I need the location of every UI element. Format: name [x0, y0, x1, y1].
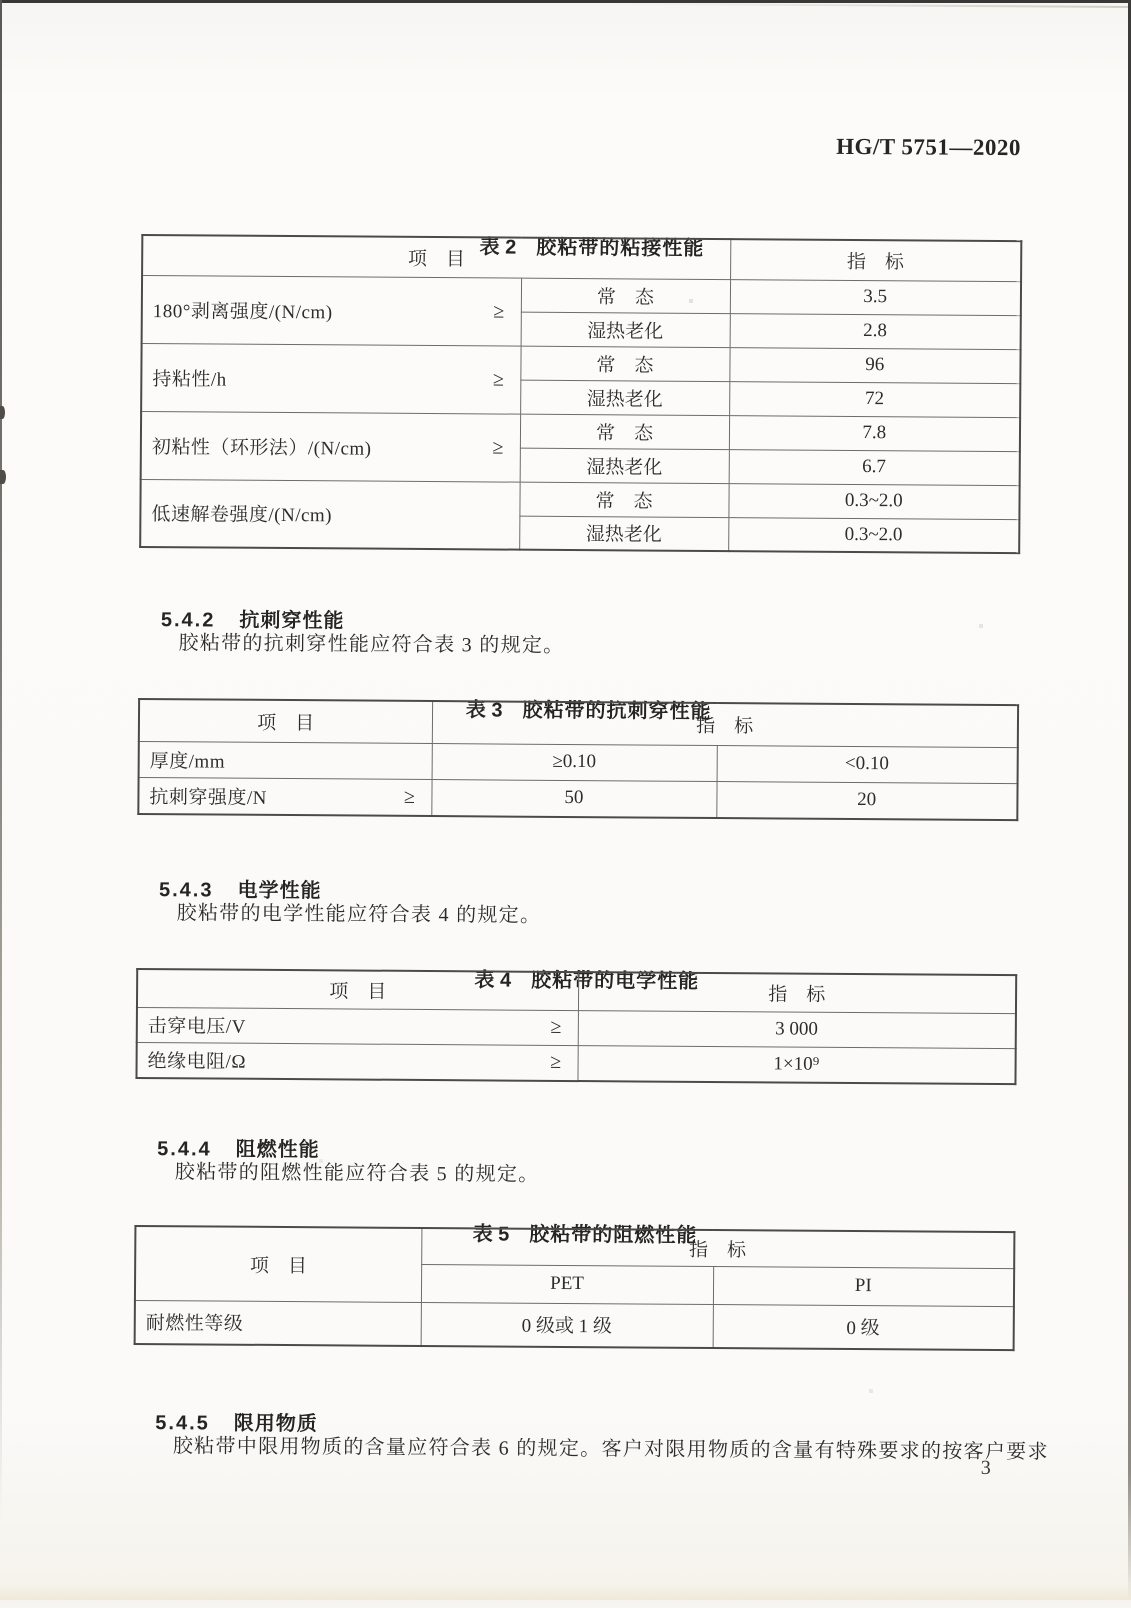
state-cell: 湿热老化	[520, 448, 729, 483]
body-paragraph: 胶粘带的阻燃性能应符合表 5 的规定。	[174, 1161, 540, 1186]
value-cell: 6.7	[729, 449, 1020, 485]
page-number: 3	[980, 1456, 991, 1479]
value-cell: 1×10⁹	[577, 1045, 1015, 1084]
table4-caption-title: 胶粘带的电学性能	[531, 969, 700, 993]
row-label: 持粘性/h	[152, 368, 227, 391]
gte-symbol: ≥	[403, 785, 416, 808]
row-label: 厚度/mm	[149, 750, 226, 773]
state-cell: 湿热老化	[520, 380, 729, 415]
value-cell: 3 000	[578, 1010, 1016, 1048]
row-label: 绝缘电阻/Ω	[147, 1051, 247, 1073]
state-cell: 常 态	[519, 482, 728, 517]
value-cell: 3.5	[730, 279, 1021, 315]
column-header-index: 指 标	[730, 239, 1021, 281]
table-header-row	[142, 235, 1021, 281]
section-number: 5.4.2	[160, 609, 216, 632]
state-cell: 常 态	[520, 346, 729, 381]
gte-symbol: ≥	[493, 299, 505, 323]
row-label-cell	[141, 411, 520, 482]
table3-caption-label: 表 3	[465, 699, 503, 722]
row-label-cell	[137, 1007, 578, 1045]
body-paragraph: 胶粘带中限用物质的含量应符合表 6 的规定。客户对限用物质的含量有特殊要求的按客户要求	[172, 1435, 1049, 1464]
row-label: 低速解卷强度/(N/cm)	[151, 504, 333, 527]
table2-caption-title: 胶粘带的粘接性能	[536, 236, 705, 260]
column-subheader-pet: PET	[421, 1264, 713, 1304]
row-label: 抗刺穿强度/N	[149, 786, 268, 809]
table4-caption-label: 表 4	[474, 969, 512, 992]
column-header-index: 指 标	[432, 701, 1018, 747]
table-header-row	[135, 1226, 1014, 1268]
state-cell: 常 态	[521, 278, 730, 313]
row-label-cell	[140, 479, 519, 550]
table-header-row	[139, 699, 1018, 747]
section-title: 电学性能	[237, 879, 322, 903]
body-paragraph: 胶粘带的抗刺穿性能应符合表 3 的规定。	[178, 632, 565, 657]
gte-symbol: ≥	[550, 1051, 562, 1074]
column-subheader-pi: PI	[713, 1266, 1014, 1306]
gte-symbol: ≥	[492, 435, 504, 459]
row-label-cell	[138, 777, 431, 816]
table-row	[142, 275, 1021, 315]
table-row	[136, 1042, 1015, 1084]
row-label: 击穿电压/V	[147, 1016, 246, 1038]
row-label-cell	[139, 741, 432, 779]
column-header-item: 项 目	[137, 969, 578, 1010]
state-cell: 湿热老化	[519, 516, 728, 551]
value-cell: 0.3~2.0	[728, 517, 1019, 553]
section-number: 5.4.3	[158, 879, 214, 902]
table5-caption-title: 胶粘带的阻燃性能	[529, 1223, 698, 1247]
table-row	[141, 343, 1020, 383]
standard-code: HG/T 5751—2020	[836, 133, 1022, 161]
section-number: 5.4.4	[157, 1138, 212, 1161]
column-header-item: 项 目	[135, 1226, 422, 1302]
gte-symbol: ≥	[550, 1015, 562, 1038]
column-header-item: 项 目	[142, 235, 730, 279]
table-row	[138, 777, 1017, 820]
value-cell: 50	[431, 779, 716, 818]
table-3-puncture-resistance	[137, 698, 1019, 821]
state-cell: 湿热老化	[521, 312, 730, 347]
row-label: 180°剥离强度/(N/cm)	[152, 300, 333, 323]
body-paragraph: 胶粘带的电学性能应符合表 4 的规定。	[176, 902, 542, 927]
value-cell: 0.3~2.0	[728, 483, 1019, 519]
section-title: 限用物质	[233, 1412, 318, 1436]
column-header-index: 指 标	[421, 1228, 1014, 1268]
section-title: 抗刺穿性能	[239, 609, 345, 633]
table-5-flame-retardancy	[134, 1225, 1016, 1351]
table-row	[135, 1300, 1014, 1350]
column-header-index: 指 标	[578, 972, 1016, 1013]
value-cell: ≥0.10	[432, 743, 717, 781]
value-cell: 20	[716, 781, 1017, 820]
value-cell: 2.8	[730, 313, 1021, 349]
table-row	[141, 411, 1020, 451]
row-label-cell	[135, 1300, 421, 1346]
section-number: 5.4.5	[155, 1412, 210, 1435]
column-header-item: 项 目	[139, 699, 432, 743]
value-cell: <0.10	[717, 745, 1018, 783]
row-label-cell	[141, 343, 520, 414]
value-cell: 7.8	[729, 415, 1020, 451]
row-label: 初粘性（环形法）/(N/cm)	[151, 436, 372, 460]
table-2-adhesion-performance	[139, 234, 1022, 554]
value-cell: 96	[729, 347, 1020, 383]
table-header-row	[137, 969, 1016, 1013]
row-label-cell	[136, 1042, 577, 1081]
table-4-electrical-performance	[135, 968, 1017, 1085]
table-row	[139, 741, 1018, 783]
table5-caption-label: 表 5	[472, 1223, 510, 1246]
gte-symbol: ≥	[492, 367, 504, 391]
state-cell: 常 态	[520, 414, 729, 449]
value-cell: 0 级或 1 级	[421, 1302, 713, 1348]
value-cell: 72	[729, 381, 1020, 417]
table2-caption-label: 表 2	[479, 236, 517, 259]
section-title: 阻燃性能	[235, 1138, 320, 1162]
table-row	[140, 479, 1019, 519]
value-cell: 0 级	[713, 1304, 1014, 1350]
row-label: 耐燃性等级	[145, 1313, 244, 1335]
table3-caption-title: 胶粘带的抗刺穿性能	[522, 699, 712, 723]
row-label-cell	[142, 275, 521, 346]
